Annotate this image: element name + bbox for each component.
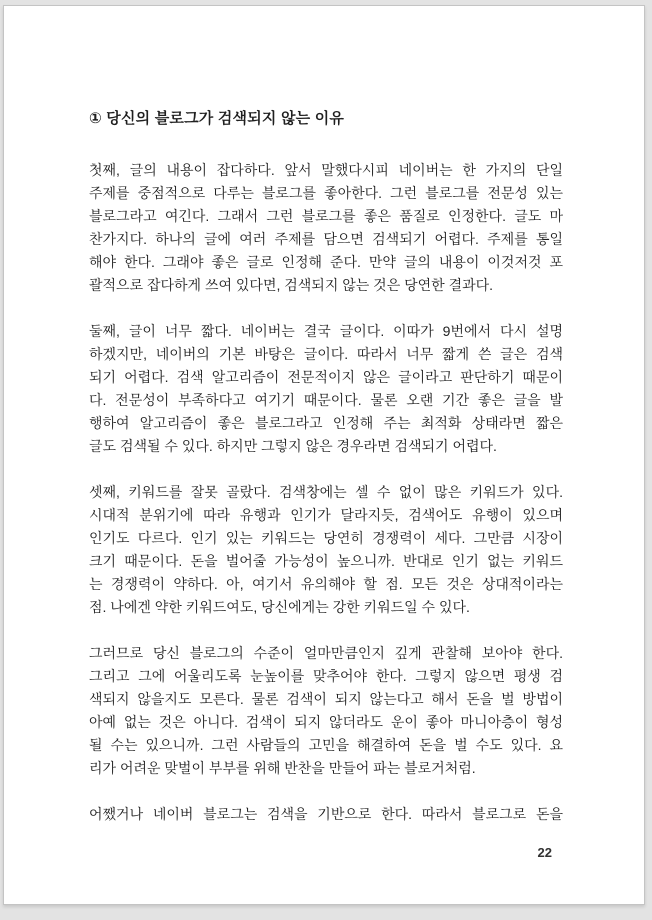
paragraph — [89, 803, 563, 826]
document-body — [89, 159, 563, 826]
text-line: 블로그라고 여긴다. 그래서 그런 블로그를 좋은 품질로 인정한다. 글도 마 — [89, 208, 563, 224]
text-line: 크기 때문이다. 돈을 벌어줄 가능성이 높으니까. 반대로 인기 없는 키워드 — [89, 553, 563, 569]
text-line: 셋째, 키워드를 잘못 골랐다. 검색창에는 셀 수 없이 많은 키워드가 있다. — [89, 484, 563, 500]
text-line: 다. 전문성이 부족하다고 여기기 때문이다. 물론 오랜 기간 좋은 글을 발 — [89, 392, 563, 408]
text-line: 그리고 그에 어울리도록 눈높이를 맞추어야 한다. 그렇지 않으면 평생 검 — [89, 668, 563, 684]
text-line: 될 수는 있으니까. 그런 사람들의 고민을 해결하여 돈을 벌 수도 있다. 요 — [89, 737, 563, 753]
text-line: 행하여 알고리즘이 좋은 블로그라고 인정해 주는 최적화 상태라면 짧은 — [89, 415, 563, 431]
text-line: 그러므로 당신 블로그의 수준이 얼마만큼인지 깊게 관찰해 보아야 한다. — [89, 645, 563, 661]
text-line: 하겠지만, 네이버의 기본 바탕은 글이다. 따라서 너무 짧게 쓴 글은 검색 — [89, 346, 563, 362]
text-line: 주제를 중점적으로 다루는 블로그를 좋아한다. 그런 블로그를 전문성 있는 — [89, 185, 563, 201]
text-line: 되기 어렵다. 검색 알고리즘이 전문적이지 않은 글이라고 판단하기 때문이 — [89, 369, 563, 385]
text-line: 시대적 분위기에 따라 유행과 인기가 달라지듯, 검색어도 유행이 있으며 — [89, 507, 563, 523]
text-line: 어쨌거나 네이버 블로그는 검색을 기반으로 한다. 따라서 블로그로 돈을 — [89, 806, 563, 822]
text-line: 찬가지다. 하나의 글에 여러 주제를 담으면 검색되기 어렵다. 주제를 통일 — [89, 231, 563, 247]
section-heading: ① 당신의 블로그가 검색되지 않는 이유 — [89, 110, 345, 127]
text-line: 해야 한다. 그래야 좋은 글로 인정해 준다. 만약 글의 내용이 이것저것 포 — [89, 254, 563, 270]
paragraph — [89, 320, 563, 458]
paragraph — [89, 481, 563, 619]
page-content — [89, 107, 563, 826]
document-page — [3, 5, 645, 905]
text-line: 점. 나에겐 약한 키워드여도, 당신에게는 강한 키워드일 수 있다. — [89, 599, 470, 615]
text-line: 리가 어려운 맞벌이 부부를 위해 반찬을 만들어 파는 블로거처럼. — [89, 760, 476, 776]
page-number: 22 — [537, 845, 552, 860]
text-line: 아예 없는 것은 아니다. 검색이 되지 않더라도 운이 좋아 마니아층이 형성 — [89, 714, 563, 730]
paragraph — [89, 159, 563, 297]
text-line: 둘째, 글이 너무 짧다. 네이버는 결국 글이다. 이따가 9번에서 다시 설명 — [89, 323, 563, 339]
paragraph — [89, 642, 563, 780]
text-line: 인기도 다르다. 인기 있는 키워드는 당연히 경쟁력이 세다. 그만큼 시장이 — [89, 530, 563, 546]
text-line: 글도 검색될 수 있다. 하지만 그렇지 않은 경우라면 검색되기 어렵다. — [89, 438, 497, 454]
text-line: 는 경쟁력이 약하다. 아, 여기서 유의해야 할 점. 모든 것은 상대적이라는 — [89, 576, 563, 592]
text-line: 괄적으로 잡다하게 쓰여 있다면, 검색되지 않는 것은 당연한 결과다. — [89, 277, 494, 293]
text-line: 색되지 않을지도 모른다. 물론 검색이 되지 않는다고 해서 돈을 벌 방법이 — [89, 691, 563, 707]
text-line: 첫째, 글의 내용이 잡다하다. 앞서 말했다시피 네이버는 한 가지의 단일 — [89, 162, 563, 178]
